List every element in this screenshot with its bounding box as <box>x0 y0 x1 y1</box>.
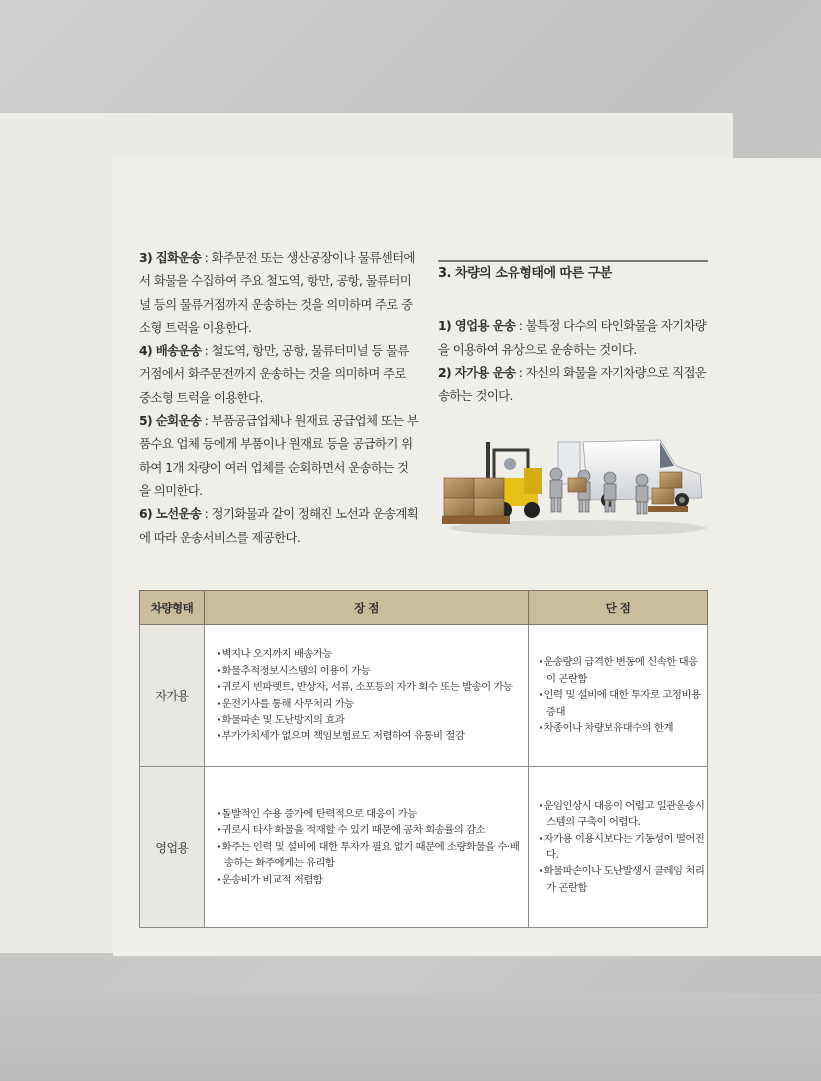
list-item: · 자가용 이용시보다는 기동성이 떨어진다. <box>539 831 706 864</box>
item-term: 1) 영업용 운송 <box>438 318 516 334</box>
section-title: 3. 차량의 소유형태에 따른 구분 <box>438 266 612 281</box>
list-item: · 부가가치세가 없으며 책임보험료도 저렴하여 유통비 절감 <box>217 728 527 744</box>
ownership-item <box>438 361 708 408</box>
header-cons: 단 점 <box>529 591 708 625</box>
pros-cell <box>205 767 529 928</box>
item-text: 부품공급업체나 원재료 공급업체 또는 부품수요 업체 등에게 부품이나 원재료 등을 공급하기 위하여 1개 차량이 여러 업체를 순회하면서 운송하는 것을 의미한다. <box>139 413 419 498</box>
table-row <box>140 767 708 928</box>
item-sep: : <box>201 413 212 429</box>
list-item: · 돌발적인 수용 증가에 탄력적으로 대응이 가능 <box>217 806 527 822</box>
vehicle-comparison-table <box>139 590 708 928</box>
item-sep: : <box>515 364 526 380</box>
item-text: 자신의 화물을 자기차량으로 직접운송하는 것이다. <box>438 364 707 404</box>
bottom-stone-band <box>0 993 821 1081</box>
item-text: 정기화물과 같이 정해진 노선과 운송계획에 따라 운송서비스를 제공한다. <box>139 506 419 545</box>
transport-item <box>139 246 419 339</box>
cons-cell <box>529 625 708 767</box>
list-item: · 운전기사를 통해 사무처리 가능 <box>217 696 527 712</box>
list-item: · 벽지나 오지까지 배송가능 <box>217 646 527 662</box>
list-item: · 화물파손이나 도난발생시 클레임 처리가 곤란함 <box>539 863 706 896</box>
pros-cell <box>205 625 529 767</box>
list-item: · 인력 및 설비에 대한 투자로 고정비용 증대 <box>539 687 706 720</box>
header-pros: 장 점 <box>205 591 529 625</box>
list-item: · 운송비가 비교적 저렴함 <box>217 872 527 888</box>
item-sep: : <box>515 318 526 334</box>
vehicle-type-cell: 자가용 <box>140 625 205 767</box>
transport-item <box>139 502 419 549</box>
header-vehicle-type: 차량형태 <box>140 591 205 625</box>
list-item: · 화물추적정보시스템의 이용이 가능 <box>217 663 527 679</box>
list-item: · 차종이나 차량보유대수의 한계 <box>539 720 706 736</box>
right-column <box>438 260 708 407</box>
list-item: · 운송량의 급격한 변동에 신속한 대응이 곤란함 <box>539 654 706 687</box>
item-sep: : <box>201 343 212 359</box>
left-column <box>139 246 419 549</box>
item-term: 3) 집화운송 <box>139 250 202 265</box>
item-term: 2) 자가용 운송 <box>438 364 516 380</box>
item-text: 불특정 다수의 타인화물을 자기차량을 이용하여 유상으로 운송하는 것이다. <box>438 318 707 357</box>
item-text: 철도역, 항만, 공항, 물류터미널 등 물류거점에서 화주문전까지 운송하는 것을 의미하며 주로 중소형 트럭을 이용한다. <box>139 343 409 405</box>
ownership-item <box>438 314 708 361</box>
list-item: · 귀로시 타사 화물을 적재할 수 있기 때문에 공차 회송률의 감소 <box>217 822 527 838</box>
item-text: 화주문전 또는 생산공장이나 물류센터에서 화물을 수집하여 주요 철도역, 항만, 공항, 물류터미널 등의 물류거점까지 운송하는 것을 의미하며 주로 중소형 트럭을 이용한다. <box>139 250 415 335</box>
vehicle-type-cell: 영업용 <box>140 767 205 928</box>
item-term: 6) 노선운송 <box>139 506 202 522</box>
transport-item <box>139 409 419 502</box>
list-item: · 운임인상시 대응이 어렵고 일관운송시스템의 구축이 어렵다. <box>539 798 706 831</box>
item-term: 5) 순회운송 <box>139 413 202 429</box>
table-header-row <box>140 591 708 625</box>
list-item: · 화물파손 및 도난방지의 효과 <box>217 712 527 728</box>
list-item: · 귀로시 빈파렛트, 반상자, 서류, 소포등의 자가 회수 또는 발송이 가능 <box>217 679 527 695</box>
ownership-items <box>438 314 708 407</box>
boxes-left-icon <box>442 478 510 524</box>
item-sep: : <box>201 506 212 522</box>
cons-cell <box>529 767 708 928</box>
logistics-illustration <box>438 428 708 540</box>
item-sep: : <box>201 250 212 265</box>
list-item: · 화주는 인력 및 설비에 대한 투자가 필요 없기 때문에 소량화물을 수·배송하는 화주에게는 유리함 <box>217 839 527 872</box>
transport-item <box>139 339 419 409</box>
table-row <box>140 625 708 767</box>
item-term: 4) 배송운송 <box>139 343 202 359</box>
